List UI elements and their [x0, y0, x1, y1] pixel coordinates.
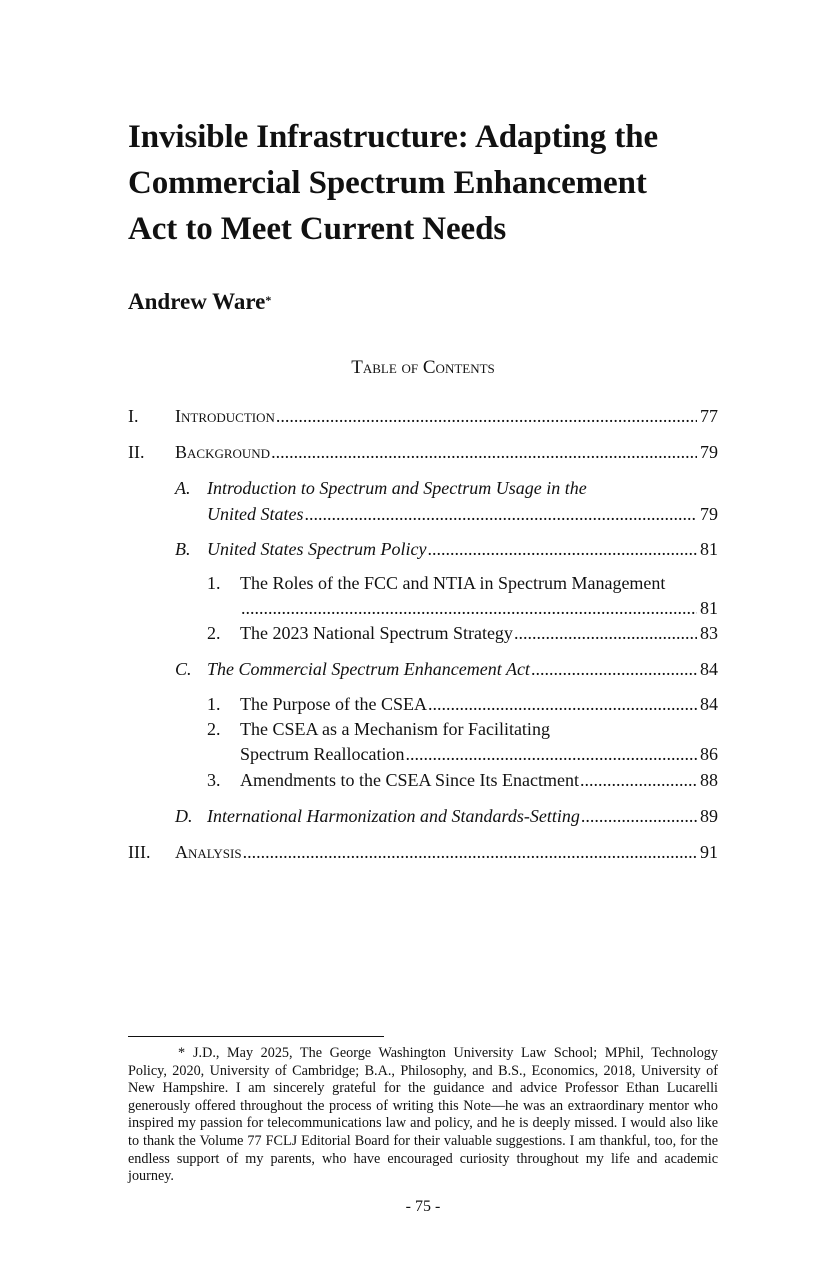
toc-leader [276, 405, 697, 427]
author-name: Andrew Ware [128, 289, 266, 314]
toc-entry-spectrum-intro-cont[interactable] [207, 503, 718, 525]
toc-marker: I. [128, 406, 139, 426]
toc-leader [428, 693, 697, 715]
title-line: Invisible Infrastructure: Adapting the [128, 119, 659, 155]
toc-marker: 1. [207, 573, 221, 593]
toc-leader [243, 841, 697, 863]
toc-label: Background [175, 442, 271, 462]
toc-entry-csea-purpose[interactable] [207, 693, 718, 715]
toc-marker: D. [175, 806, 193, 826]
toc-page: 89 [700, 806, 718, 826]
toc-label: The CSEA as a Mechanism for Facilitating [240, 719, 550, 739]
toc-label: The Commercial Spectrum Enhancement Act [207, 659, 530, 679]
author-byline [128, 287, 271, 317]
footnote-text: J.D., May 2025, The George Washington University Law School; MPhil, Technology Policy, 2020, University of Cambridge; B.A., Philosophy, and B.S., Economics, 2018, University of New Hampshire. I am sincerely grateful for the guidance and advice Professor Ethan Lucarelli generously offered throughout the process of writing this Note—he was an extraordinary mentor who inspired my passion for telecommunications law and policy, and he is deeply missed. I would also like to thank the Volume 77 FCLJ Editorial Board for their valuable suggestions. I am thankful, too, for the endless support of my parents, who have encouraged curiosity throughout my life and academic journey. [128, 1045, 718, 1185]
footnote-divider [128, 1036, 384, 1037]
toc-label: International Harmonization and Standards-Setting [207, 806, 580, 826]
toc-marker: B. [175, 539, 191, 559]
toc-entry-national-spectrum-strategy[interactable] [207, 622, 718, 644]
toc-marker: 2. [207, 719, 221, 739]
toc-marker: 3. [207, 770, 221, 790]
toc-label: United States [207, 504, 304, 524]
toc-leader [305, 503, 698, 525]
toc-heading: Table of Contents [351, 357, 495, 378]
toc-leader [241, 597, 697, 619]
toc-entry-fcc-ntia-roles-cont[interactable] [240, 597, 718, 619]
toc-page: 79 [700, 442, 718, 462]
footnote-mark: * [178, 1045, 186, 1061]
toc-entry-analysis[interactable] [128, 841, 718, 863]
toc-marker: II. [128, 442, 145, 462]
toc-page: 91 [700, 842, 718, 862]
toc-label: The 2023 National Spectrum Strategy [240, 623, 513, 643]
toc-entry-csea[interactable] [175, 658, 718, 680]
toc-label: Introduction [175, 406, 275, 426]
toc-page: 86 [700, 744, 718, 764]
toc-entry-csea-mechanism-cont[interactable] [240, 743, 718, 765]
toc-entry-csea-mechanism[interactable] [207, 718, 718, 740]
toc-page: 79 [700, 504, 718, 524]
toc-page: 77 [700, 406, 718, 426]
toc-page: 84 [700, 659, 718, 679]
toc-entry-fcc-ntia-roles[interactable] [207, 572, 718, 594]
toc-entry-spectrum-intro[interactable] [175, 477, 718, 499]
toc-label: Analysis [175, 842, 242, 862]
toc-entry-introduction[interactable] [128, 405, 718, 427]
toc-page: 84 [700, 694, 718, 714]
toc-label: Introduction to Spectrum and Spectrum Usage in the [207, 478, 587, 498]
toc-page: 81 [700, 598, 718, 618]
toc-entry-international-harmonization[interactable] [175, 805, 718, 827]
toc-leader [271, 441, 697, 463]
toc-leader [531, 658, 697, 680]
toc-page: 83 [700, 623, 718, 643]
toc-entry-us-spectrum-policy[interactable] [175, 538, 718, 560]
toc-label: Spectrum Reallocation [240, 744, 405, 764]
toc-label: The Roles of the FCC and NTIA in Spectrum Management [240, 573, 666, 593]
title-line: Act to Meet Current Needs [128, 211, 507, 247]
toc-entry-background[interactable] [128, 441, 718, 463]
author-footnote-mark[interactable]: * [265, 293, 272, 307]
toc-label: The Purpose of the CSEA [240, 694, 427, 714]
toc-leader [580, 769, 697, 791]
page-number: - 75 - [405, 1198, 441, 1215]
toc-entry-csea-amendments[interactable] [207, 769, 718, 791]
toc-marker: 2. [207, 623, 221, 643]
toc-leader [581, 805, 697, 827]
title-line: Commercial Spectrum Enhancement [128, 165, 647, 201]
article-title [128, 114, 728, 252]
toc-page: 88 [700, 770, 718, 790]
toc-label: Amendments to the CSEA Since Its Enactment [240, 770, 579, 790]
toc-leader [427, 538, 697, 560]
toc-marker: 1. [207, 694, 221, 714]
toc-leader [514, 622, 697, 644]
toc-leader [405, 743, 697, 765]
toc-marker: III. [128, 842, 151, 862]
footnote [128, 1045, 718, 1186]
toc-marker: A. [175, 478, 191, 498]
toc-page: 81 [700, 539, 718, 559]
toc-label: United States Spectrum Policy [207, 539, 427, 559]
toc-marker: C. [175, 659, 192, 679]
